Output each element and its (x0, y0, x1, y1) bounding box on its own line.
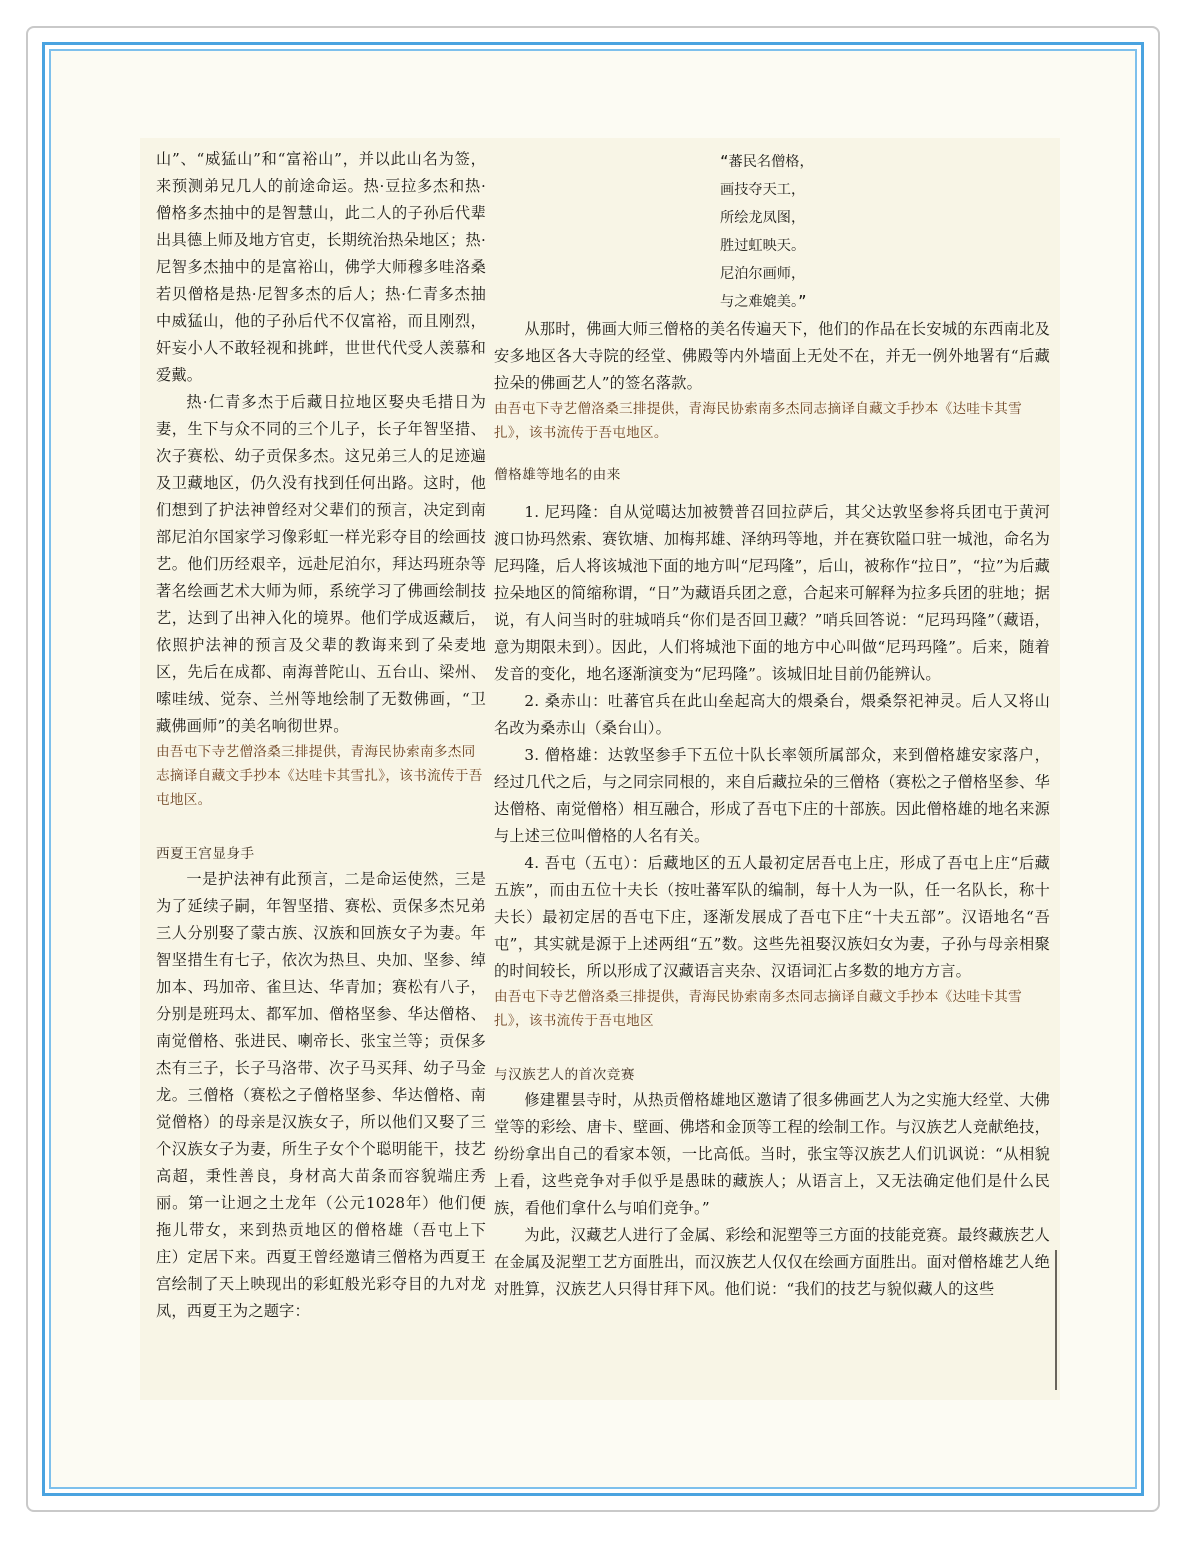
right-section-title-2: 与汉族艺人的首次竞赛 (494, 1067, 635, 1083)
list-item-2: 2. 桑赤山：吐蕃官兵在此山垒起高大的煨桑台，煨桑祭祀神灵。后人又将山名改为桑赤山（桑台山）。 (494, 692, 1050, 737)
left-caption-1: 由吾屯下寺艺僧洛桑三排提供，青海民协索南多杰同志摘译自藏文手抄本《达哇卡其雪扎》，该书流传于吾屯地区。 (156, 744, 483, 808)
poem-line: 尼泊尔画师， (720, 266, 806, 282)
poem-line: 所绘龙凤图， (720, 210, 806, 226)
page-edge-line (1055, 1250, 1057, 1390)
left-column (156, 146, 486, 1325)
right-section-title-1: 僧格雄等地名的由来 (494, 467, 621, 483)
poem-line: “蕃民名僧格， (720, 154, 814, 170)
right-paragraph-2: 修建瞿昙寺时，从热贡僧格雄地区邀请了很多佛画艺人为之实施大经堂、大佛堂等的彩绘、唐卡、壁画、佛塔和金顶等工程的绘制工作。与汉族艺人竞献绝技，纷纷拿出自己的看家本领，一比高低。当时，张宝等汉族艺人们讥讽说：“从相貌上看，这些竞争对手似乎是愚昧的藏族人；从语言上，又无法确定他们是什么民族，看他们拿什么与咱们竞争。” (494, 1091, 1050, 1217)
list-item-1: 1. 尼玛隆：自从觉噶达加被赞普召回拉萨后，其父达敦坚参将兵团屯于黄河渡口协玛然索、赛钦塘、加梅邦雄、泽纳玛等地，并在赛钦隘口驻一城池，命名为尼玛隆，后人将该城池下面的地方叫“尼玛隆”，后山，被称作“拉日”，“拉”为后藏拉朵地区的简缩称谓，“日”为藏语兵团之意，合起来可解释为拉多兵团的驻地；据说，有人问当时的驻城哨兵“你们是否回卫藏？”哨兵回答说：“尼玛玛隆”（藏语，意为期限未到）。因此，人们将城池下面的地方中心叫做“尼玛玛隆”。后来，随着发音的变化，地名逐渐演变为“尼玛隆”。该城旧址目前仍能辨认。 (494, 503, 1050, 683)
poem (494, 148, 1050, 316)
right-column (494, 148, 1050, 1303)
left-paragraph-2: 热·仁青多杰于后藏日拉地区娶央毛措日为妻，生下与众不同的三个儿子，长子年智坚措、次子赛松、幼子贡保多杰。这兄弟三人的足迹遍及卫藏地区，仍久没有找到任何出路。这时，他们想到了护法神曾经对父辈们的预言，决定到南部尼泊尔国家学习像彩虹一样光彩夺目的绘画技艺。他们历经艰辛，远赴尼泊尔，拜达玛班杂等著名绘画艺术大师为师，系统学习了佛画绘制技艺，达到了出神入化的境界。他们学成返藏后，依照护法神的预言及父辈的教诲来到了朵麦地区，先后在成都、南海普陀山、五台山、梁州、嗦哇绒、觉奈、兰州等地绘制了无数佛画，“卫藏佛画师”的美名响彻世界。 (156, 393, 486, 735)
poem-line: 胜过虹映天。 (720, 238, 806, 254)
poem-line: 画技夺天工， (720, 182, 806, 198)
right-caption-2: 由吾屯下寺艺僧洛桑三排提供，青海民协索南多杰同志摘译自藏文手抄本《达哇卡其雪扎》，该书流传于吾屯地区 (494, 989, 1022, 1029)
right-paragraph-1: 从那时，佛画大师三僧格的美名传遍天下，他们的作品在长安城的东西南北及安多地区各大寺院的经堂、佛殿等内外墙面上无处不在，并无一例外地署有“后藏拉朵的佛画艺人”的签名落款。 (494, 320, 1050, 392)
right-paragraph-3: 为此，汉藏艺人进行了金属、彩绘和泥塑等三方面的技能竞赛。最终藏族艺人在金属及泥塑工艺方面胜出，而汉族艺人仅仅在绘画方面胜出。面对僧格雄艺人绝对胜算，汉族艺人只得甘拜下风。他们说：“我们的技艺与貌似藏人的这些 (494, 1226, 1050, 1298)
list-item-3: 3. 僧格雄：达敦坚参手下五位十队长率领所属部众，来到僧格雄安家落户，经过几代之后，与之同宗同根的，来自后藏拉朵的三僧格（赛松之子僧格坚参、华达僧格、南觉僧格）相互融合，形成了吾屯下庄的十部族。因此僧格雄的地名来源与上述三位叫僧格的人名有关。 (494, 746, 1050, 845)
right-caption-1: 由吾屯下寺艺僧洛桑三排提供，青海民协索南多杰同志摘译自藏文手抄本《达哇卡其雪扎》，该书流传于吾屯地区。 (494, 401, 1022, 441)
left-paragraph-1: 山”、“威猛山”和“富裕山”，并以此山名为签，来预测弟兄几人的前途命运。热·豆拉多杰和热·僧格多杰抽中的是智慧山，此二人的子孙后代辈出具德上师及地方官吏，长期统治热朵地区；热·尼智多杰抽中的是富裕山，佛学大师穆多哇洛桑若贝僧格是热·尼智多杰的后人；热·仁青多杰抽中威猛山，他的子孙后代不仅富裕，而且刚烈，奸妄小人不敢轻视和挑衅，世世代代受人羡慕和爱戴。 (156, 150, 486, 384)
left-paragraph-3: 一是护法神有此预言，二是命运使然，三是为了延续子嗣，年智坚措、赛松、贡保多杰兄弟三人分别娶了蒙古族、汉族和回族女子为妻。年智坚措生有七子，依次为热旦、央加、坚参、绰加本、玛加帝、雀旦达、华青加；赛松有八子，分别是班玛太、都军加、僧格坚参、华达僧格、南觉僧格、张进民、喇帝长、张宝兰等；贡保多杰有三子，长子马洛带、次子马买拜、幼子马金龙。三僧格（赛松之子僧格坚参、华达僧格、南觉僧格）的母亲是汉族女子，所以他们又娶了三个汉族女子为妻，所生子女个个聪明能干，技艺高超，秉性善良，身材高大苗条而容貌端庄秀丽。第一让迥之土龙年（公元1028年）他们便拖儿带女，来到热贡地区的僧格雄（吾屯上下庄）定居下来。西夏王曾经邀请三僧格为西夏王宫绘制了天上映现出的彩虹般光彩夺目的九对龙凤，西夏王为之题字： (156, 870, 486, 1320)
left-section-title: 西夏王宫显身手 (156, 846, 255, 862)
poem-line: 与之难媲美。” (720, 294, 807, 310)
list-item-4: 4. 吾屯（五屯）：后藏地区的五人最初定居吾屯上庄，形成了吾屯上庄“后藏五族”，而由五位十夫长（按吐蕃军队的编制，每十人为一队，任一名队长，称十夫长）最初定居的吾屯下庄，逐渐发展成了吾屯下庄“十夫五部”。汉语地名“吾屯”，其实就是源于上述两组“五”数。这些先祖娶汉族妇女为妻，子孙与母亲相聚的时间较长，所以形成了汉藏语言夹杂、汉语词汇占多数的地方方言。 (494, 854, 1050, 980)
